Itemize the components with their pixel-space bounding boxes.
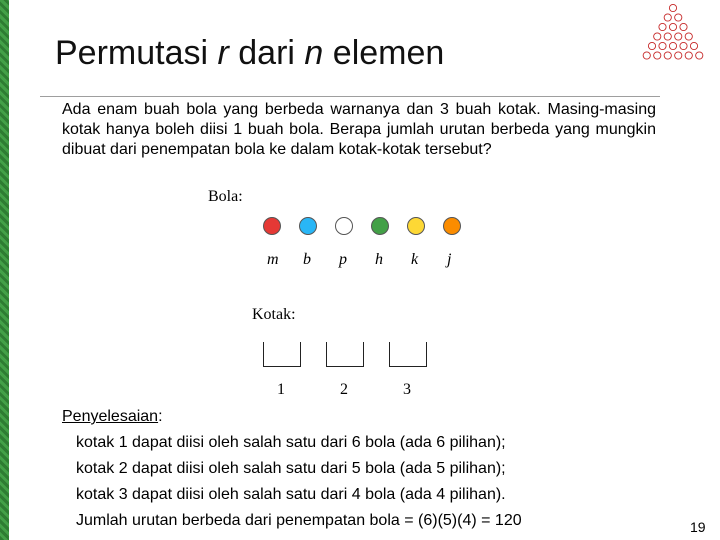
pascal-circle: [659, 23, 666, 30]
pascal-circle: [685, 33, 692, 40]
pascal-circle: [680, 42, 687, 49]
box-2: [326, 342, 364, 367]
pascal-circle: [669, 23, 676, 30]
ball-label-j: j: [447, 251, 452, 268]
ball-label-p: p: [339, 251, 347, 268]
box-number-2: 2: [340, 381, 348, 398]
ball-label-h: h: [375, 251, 383, 268]
solution-line-3: kotak 3 dapat diisi oleh salah satu dari 4 bola (ada 4 pilihan).: [76, 486, 506, 503]
pascal-circle: [654, 52, 661, 59]
box-3: [389, 342, 427, 367]
solution-line-2: kotak 2 dapat diisi oleh salah satu dari 5 bola (ada 5 pilihan);: [76, 460, 506, 477]
ball-j: [443, 217, 461, 235]
pascal-circle: [675, 33, 682, 40]
pascal-circle: [664, 14, 671, 21]
pascal-circle: [680, 23, 687, 30]
title-divider: [40, 96, 660, 97]
ball-p: [335, 217, 353, 235]
pascal-circle: [690, 42, 697, 49]
pascal-circle: [664, 52, 671, 59]
pascal-circle: [659, 42, 666, 49]
pascal-circle: [664, 33, 671, 40]
boxes-label: Kotak:: [252, 306, 296, 323]
ball-label-k: k: [411, 251, 419, 268]
pascal-circle: [648, 42, 655, 49]
pascal-circle: [675, 14, 682, 21]
ball-m: [263, 217, 281, 235]
pascal-circle: [685, 52, 692, 59]
question-text: Ada enam buah bola yang berbeda warnanya dan 3 buah kotak. Masing-masing kotak hanya boleh diisi 1 buah bola. Berapa jumlah urutan berbeda yang mungkin dibuat dari penempatan bola ke dalam kotak-kotak tersebut?: [62, 101, 656, 158]
solution-heading: Penyelesaian: [62, 408, 159, 425]
balls-label: Bola:: [208, 188, 243, 205]
ball-label-m: m: [267, 251, 279, 268]
slide-title: Permutasi r dari n elemen: [55, 34, 445, 72]
box-number-3: 3: [403, 381, 411, 398]
ball-label-b: b: [303, 251, 311, 268]
page-number: 19: [690, 519, 706, 535]
pascal-circle: [654, 33, 661, 40]
pascal-circle: [696, 52, 703, 59]
box-number-1: 1: [277, 381, 285, 398]
pascal-circle: [669, 42, 676, 49]
ball-k: [407, 217, 425, 235]
solution-line-1: kotak 1 dapat diisi oleh salah satu dari 6 bola (ada 6 pilihan);: [76, 434, 506, 451]
left-decorative-bar: [0, 0, 9, 540]
ball-h: [371, 217, 389, 235]
pascal-triangle-logo: [626, 2, 720, 64]
box-1: [263, 342, 301, 367]
pascal-circle: [675, 52, 682, 59]
ball-b: [299, 217, 317, 235]
pascal-circle: [643, 52, 650, 59]
solution-block: Penyelesaian: kotak 1 dapat diisi oleh salah satu dari 6 bola (ada 6 pilihan); kotak 2 dapat diisi oleh salah satu dari 5 bola (ada 5 pilihan); kotak 3 dapat diisi oleh salah satu dari 4 bola (ada 4 pilihan). Jumlah urutan berbeda dari penempatan bola = (6)(5)(4) = 120: [62, 404, 522, 534]
pascal-circle: [669, 4, 676, 11]
solution-line-4: Jumlah urutan berbeda dari penempatan bola = (6)(5)(4) = 120: [76, 512, 522, 529]
